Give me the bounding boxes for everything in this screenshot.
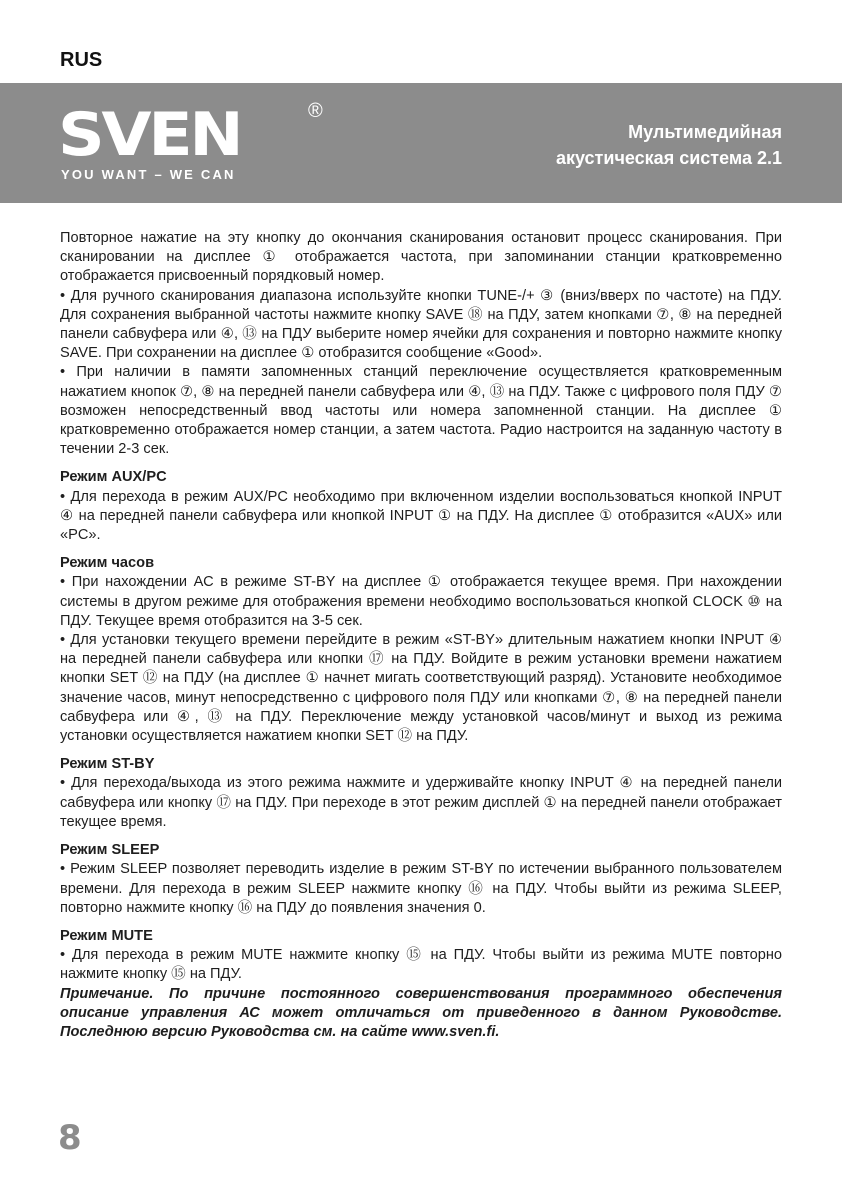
paragraph: • Для перехода в режим AUX/PC необходимо при включенном изделии воспользоваться кнопкой INPUT ④ на передней панели сабвуфера или кнопкой INPUT ① на ПДУ. На дисплее ① отобразится «AUX» или «PC». [60, 488, 782, 544]
document-body [60, 229, 782, 1042]
section-heading-st-by: Режим ST-BY [60, 756, 155, 773]
section-heading-sleep: Режим SLEEP [60, 842, 160, 859]
section-heading-clock: Режим часов [60, 555, 155, 572]
product-title-line-2: акустическая система 2.1 [555, 148, 782, 168]
note-paragraph: Примечание. По причине постоянного совершенствования программного обеспечения описание управления АС может отличаться от приведенного в данном Руководстве. Последнюю версию Руководства см. на сайте www.sven.fi. [60, 985, 782, 1040]
product-title-line-1: Мультимедийная [628, 122, 782, 142]
brand-tagline: YOU WANT – WE CAN [61, 167, 236, 182]
paragraph: • При нахождении АС в режиме ST-BY на дисплее ① отображается текущее время. При нахождении системы в другом режиме для отображения времени необходимо воспользоваться кнопкой CLOCK ⑩ на ПДУ. Текущее время отобразится на 3-5 сек. [60, 574, 782, 629]
paragraph: • Для установки текущего времени перейдите в режим «ST-BY» длительным нажатием кнопки INPUT ④ на передней панели сабвуфера или кнопки ⑰ на ПДУ. Войдите в режим установки времени нажатием кнопки SET ⑫ на ПДУ (на дисплее ① начнет мигать соответствующий разряд). Установите необходимое значение часов, минут непосредственно с цифрового поля ПДУ или кнопками ⑦, ⑧ на передней панели сабвуфера или ④, ⑬ на ПДУ. Переключение между установкой часов/минут и выход из режима установки осуществляется нажатием кнопки SET ⑫ на ПДУ. [60, 632, 782, 745]
paragraph: • Для перехода/выхода из этого режима нажмите и удерживайте кнопку INPUT ④ на передней панели сабвуфера или кнопку ⑰ на ПДУ. При переходе в этот режим дисплей ① на передней панели отображает текущее время. [60, 775, 782, 830]
registered-mark: ® [308, 100, 323, 122]
product-title [556, 119, 782, 171]
paragraph: • При наличии в памяти запомненных станций переключение осуществляется кратковременным нажатием кнопок ⑦, ⑧ на передней панели сабвуфера или ④, ⑬ на ПДУ. Также с цифрового поля ПДУ ⑦ возможен непосредственный ввод частоты или номера запомненной станции. На дисплее ① кратковременно отображается номер станции, а затем частота. Радио настроится на заданную частоту в течении 2-3 сек. [60, 364, 782, 458]
section-heading-aux-pc: Режим AUX/PC [60, 469, 167, 486]
paragraph: Повторное нажатие на эту кнопку до окончания сканирования остановит процесс сканирования. При сканировании на дисплее ① отображается частота, при запоминании станции кратковременно отображается присвоенный порядковый номер. [60, 230, 782, 285]
language-label: RUS [60, 49, 103, 71]
sven-logo: SVEN [58, 100, 241, 170]
paragraph: • Режим SLEEP позволяет переводить изделие в режим ST-BY по истечении выбранного пользователем времени. Для перехода в режим SLEEP нажмите кнопку ⑯ на ПДУ. Чтобы выйти из режима SLEEP, повторно нажмите кнопку ⑯ на ПДУ до появления значения 0. [60, 861, 782, 916]
page-number: 8 [58, 1118, 82, 1158]
paragraph: • Для перехода в режим MUTE нажмите кнопку ⑮ на ПДУ. Чтобы выйти из режима MUTE повторно нажмите кнопку ⑮ на ПДУ. [60, 947, 782, 983]
paragraph: • Для ручного сканирования диапазона используйте кнопки TUNE-/+ ③ (вниз/вверх по частоте) на ПДУ. Для сохранения выбранной частоты нажмите кнопку SAVE ⑱ на ПДУ, затем кнопками ⑦, ⑧ на передней панели сабвуфера или ④, ⑬ на ПДУ выберите номер ячейки для сохранения и повторно нажмите кнопку SAVE. При сохранении на дисплее ① отобразится сообщение «Good». [60, 287, 782, 362]
section-heading-mute: Режим MUTE [60, 927, 153, 944]
header-band [0, 83, 842, 203]
